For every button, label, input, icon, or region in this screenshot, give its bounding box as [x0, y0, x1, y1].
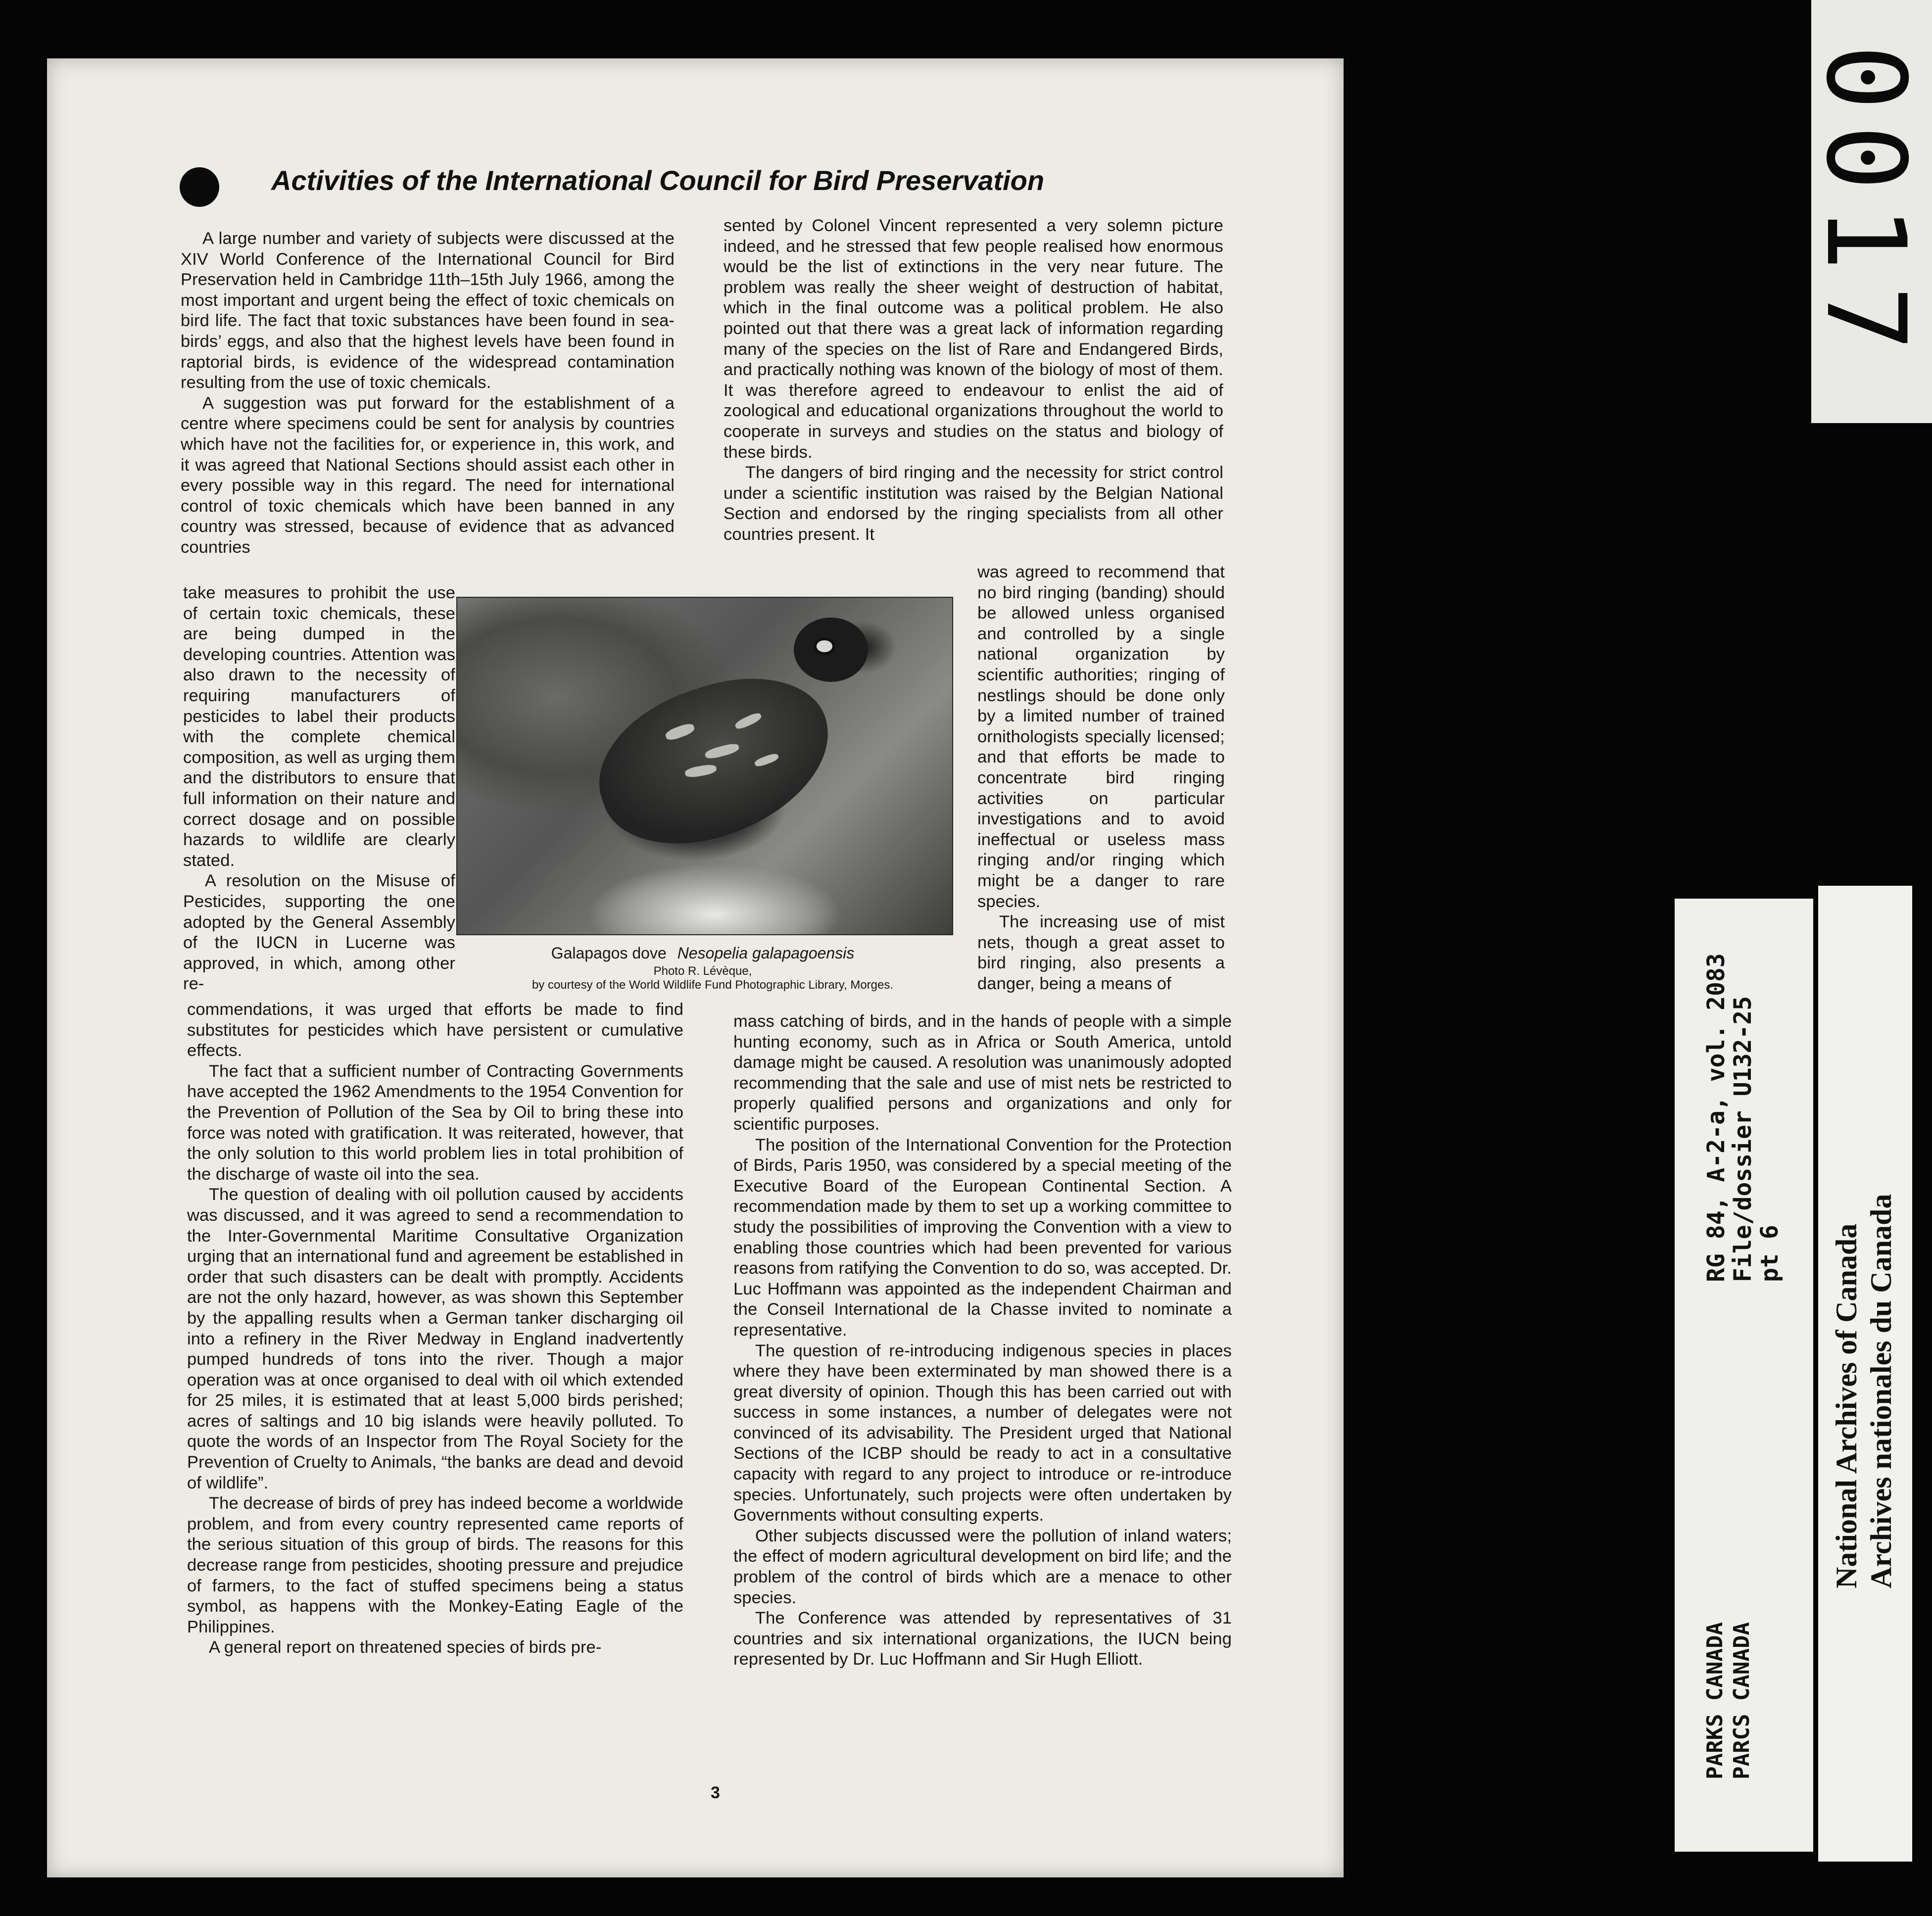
paragraph: mass catching of birds, and in the hands of people with a simple hunting economy, such as in Africa or South America, untold damage might be caused. A resolution was unanimously adopted recommending that the sale and use of mist nets be restricted to properly qualified persons and organizations and only for scientific purposes.: [733, 1012, 1232, 1134]
paragraph: Other subjects discussed were the pollution of inland waters; the effect of modern agricultural development on bird life; and the problem of the control of birds which are a menace to other species.: [733, 1526, 1232, 1607]
page-number: 3: [711, 1783, 720, 1802]
paragraph: A suggestion was put forward for the establishment of a centre where specimens could be sent for analysis by countries which have not the facilities for, or experience in, this work, and it was agreed that National Sections should assist each other in every possible way in this regard. The need for international control of toxic chemicals which have been banned in any country was stressed, because of evidence that as advanced countries: [181, 393, 675, 557]
bird-eye: [814, 637, 835, 655]
paragraph: commendations, it was urged that efforts be made to find substitutes for pesticides which have persistent or cumulative effects.: [187, 1000, 683, 1060]
right-column-top: [724, 216, 1223, 545]
paragraph: A resolution on the Misuse of Pesticides, supporting the one adopted by the General Assembly of the IUCN in Lucerne was approved, in which, among other re-: [183, 871, 455, 994]
reference-label: [1675, 899, 1813, 1852]
photo-courtesy: by courtesy of the World Wildlife Fund Photographic Library, Morges.: [531, 978, 894, 992]
article-title: Activities of the International Council for Bird Preservation: [271, 165, 1045, 196]
agency-line: PARKS CANADA: [1702, 1622, 1728, 1779]
bird-body: [579, 654, 850, 868]
paragraph: take measures to prohibit the use of certain toxic chemicals, these are being dumped in the developing countries. Attention was also drawn to the necessity of requiring manufacturers of pesticides to label their products with the complete chemical composition, as well as urging them and the distributors to ensure that full information on their nature and correct dosage and on possible hazards to wildlife are clearly stated.: [183, 583, 456, 870]
galapagos-dove-photo: [456, 597, 953, 935]
paragraph: The question of dealing with oil pollution caused by accidents was discussed, and it was agreed to send a recommendation to the Inter-Governmental Maritime Consultative Organization urging that an international fund and agreement be established in order that such disasters can be dealt with promptly. Accidents are not the only hazard, however, as was shown this September by the appalling results when a German tanker discharging oil into a refinery in the River Medway in England inadvertently pumped hundreds of tons into the river. Though a major operation was at once organised to deal with oil which extended for 25 miles, it is estimated that at least 5,000 birds perished; acres of saltings and 10 big islands were heavily polluted. To quote the words of an Inspector from The Royal Society for the Prevention of Cruelty to Animals, “the banks are dead and devoid of wildlife”.: [187, 1185, 683, 1492]
paragraph: sented by Colonel Vincent represented a very solemn picture indeed, and he stressed that few people realised how enormous would be the list of extinctions in the very near future. The problem was really the sheer weight of destruction of habitat, which in the final outcome was a political problem. He also pointed out that there was a great lack of information regarding many of the species on the list of Rare and Endangered Birds, and practically nothing was known of the biology of most of them. It was therefore agreed to endeavour to enlist the aid of zoological and educational organizations throughout the world to cooperate in surveys and studies on the status and biology of these birds.: [724, 216, 1223, 462]
caption-scientific-name: Nesopelia galapagoensis: [677, 944, 855, 962]
right-column-bottom: [733, 1011, 1232, 1670]
reference-line: RG 84, A-2-a, vol. 2083: [1702, 953, 1730, 1282]
paragraph: The position of the International Convention for the Protection of Birds, Paris 1950, was considered by a special meeting of the Executive Board of the European Continental Section. A recommendation made by them to set up a working committee to study the possibilities of improving the Convention with a view to enabling those countries which had been prevented for various reasons from ratifying the Convention to do so, was accepted. Dr. Luc Hoffmann was appointed as the independent Chairman and the Conseil International de la Chasse invited to nominate a representative.: [733, 1135, 1232, 1340]
reference-line: pt 6: [1756, 1225, 1784, 1282]
paragraph: The decrease of birds of prey has indeed become a worldwide problem, and from every country represented came reports of the serious situation of this group of birds. The reasons for this decrease range from pesticides, shooting pressure and prejudice of farmers, to the fact of stuffed specimens being a status symbol, as happens with the Monkey-Eating Eagle of the Philippines.: [187, 1494, 683, 1636]
frame-number: 0017: [1802, 45, 1929, 366]
right-column-middle: [977, 562, 1225, 994]
figure-caption: [455, 943, 950, 963]
reference-line: File/dossier U132-25: [1729, 996, 1757, 1282]
left-column-bottom: [187, 1000, 683, 1658]
photo-credit: Photo R. Lévèque,: [653, 964, 752, 978]
archive-name-fr: Archives nationales du Canada: [1865, 1194, 1897, 1588]
paragraph: was agreed to recommend that no bird ringing (banding) should be allowed unless organised and controlled by a single national organization by scientific authorities; ringing of nestlings should be done only by a limited number of trained ornithologists specially licensed; and that efforts be made to concentrate bird ringing activities on particular investigations and to avoid ineffectual or useless mass ringing and/or ringing which might be a danger to rare species.: [977, 563, 1225, 911]
archive-label: [1818, 886, 1912, 1862]
paragraph: The dangers of bird ringing and the necessity for strict control under a scientific institution was raised by the Belgian National Section and endorsed by the ringing specialists from all other countries present. It: [724, 463, 1223, 544]
paragraph: A large number and variety of subjects were discussed at the XIV World Conference of the International Council for Bird Preservation held in Cambridge 11th–15th July 1966, among the most important and urgent being the effect of toxic chemicals on bird life. The fact that toxic substances have been found in sea-birds’ eggs, and also that the highest levels have been found in raptorial birds, is evidence of the widespread contamination resulting from the use of toxic chemicals.: [181, 229, 675, 392]
paragraph: The increasing use of mist nets, though a great asset to bird ringing, also presents a danger, being a means of: [977, 912, 1225, 993]
left-column-top: [181, 229, 675, 558]
agency-line: PARCS CANADA: [1729, 1622, 1754, 1779]
caption-common-name: Galapagos dove: [551, 944, 667, 962]
paragraph: A general report on threatened species of birds pre-: [209, 1638, 602, 1657]
left-column-middle: [183, 583, 455, 995]
archive-name-en: National Archives of Canada: [1830, 1223, 1863, 1588]
paragraph: The question of re-introducing indigenous species in places where they have been exterminated by man showed there is a great diversity of opinion. Though this has been carried out with success in some instances, a number of delegates were not convinced of its advisability. The President urged that National Sections of the ICBP should be ready to act in a consultative capacity with regard to any project to introduce or re-introduce species. Unfortunately, such projects were often undertaken by Governments without consulting experts.: [733, 1341, 1232, 1525]
paragraph: The fact that a sufficient number of Contracting Governments have accepted the 1962 Amendments to the 1954 Convention for the Prevention of Pollution of the Sea by Oil to bring these into force was noted with gratification. It was reiterated, however, that the only solution to this world problem lies in total prohibition of the discharge of waste oil into the sea.: [187, 1061, 683, 1184]
frame-number-label: [1802, 0, 1932, 423]
title-bullet: [180, 167, 219, 207]
paragraph: The Conference was attended by representatives of 31 countries and six international organizations, the IUCN being represented by Dr. Luc Hoffmann and Sir Hugh Elliott.: [733, 1609, 1232, 1669]
